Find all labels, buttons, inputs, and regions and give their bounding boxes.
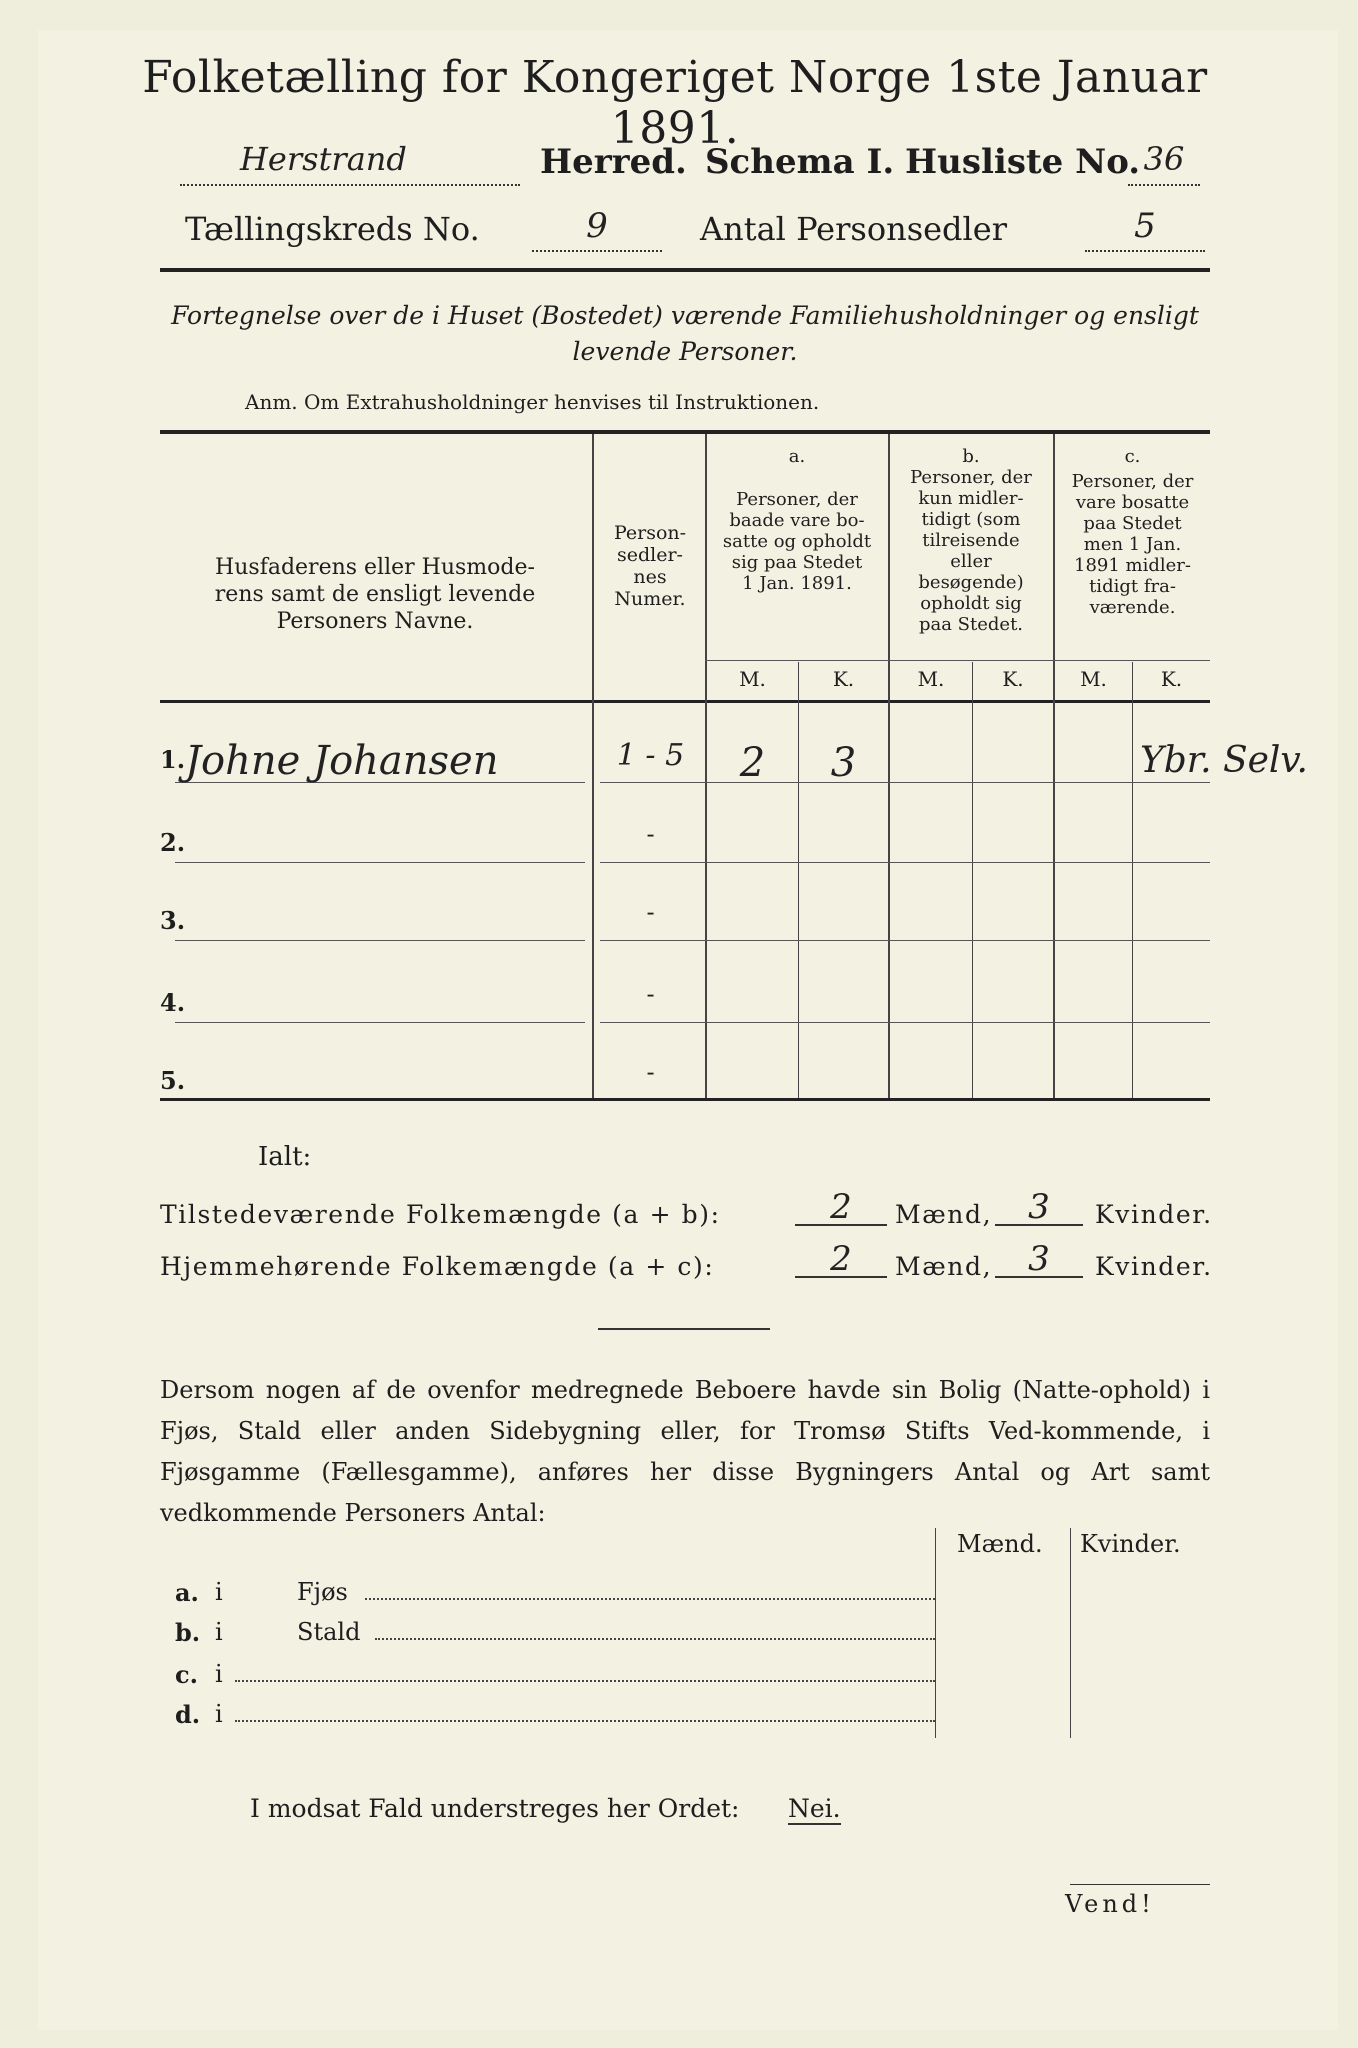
row-1-a-m: 2: [739, 740, 766, 786]
herred-value: Herstrand: [240, 140, 407, 178]
intro-heading: [160, 298, 1210, 370]
hjemme-label: Hjemmehørende Folkemængde (a + c):: [160, 1252, 715, 1281]
anm-note: Anm. Om Extrahusholdninger henvises til Instruktionen.: [245, 390, 820, 414]
hjemme-kvinder-label: Kvinder.: [1095, 1252, 1213, 1281]
row-5-numer: -: [646, 1058, 655, 1086]
hjemme-kvinder-value: 3: [995, 1242, 1083, 1278]
kreds-label: Tællingskreds No.: [185, 210, 480, 248]
row-2-numer: -: [646, 820, 655, 848]
intro-line-2: levende Personer.: [572, 337, 798, 366]
herred-label: Herred.: [540, 142, 687, 182]
head-b-k: K.: [1002, 667, 1024, 691]
col-head-c: c. Personer, der vare bosatte paa Stedet men 1 Jan. 1891 midler- tidigt fra- værende.: [1071, 446, 1194, 618]
head-b-m: M.: [917, 667, 945, 691]
row-2-number: 2.: [160, 828, 186, 857]
building-row-b: b. i Stald: [175, 1618, 935, 1647]
header-rule: [160, 268, 1210, 272]
building-row-d: d. i: [175, 1700, 935, 1729]
tilstede-maend-value: 2: [795, 1190, 887, 1226]
row-1-a-k: 3: [830, 740, 857, 786]
row-1-number: 1.: [160, 745, 186, 774]
tilstede-kvinder-value: 3: [995, 1190, 1083, 1226]
tilstede-label: Tilstedeværende Folkemængde (a + b):: [160, 1200, 721, 1229]
buildings-maend-head: Mænd.: [957, 1530, 1043, 1558]
nei-word: Nei.: [788, 1794, 841, 1823]
row-1-numer: 1 - 5: [616, 738, 685, 773]
head-a-k: K.: [832, 667, 855, 691]
section-divider: [598, 1328, 770, 1330]
head-c-k: K.: [1160, 667, 1183, 691]
vend-text: Vend!: [1065, 1890, 1155, 1918]
row-4-numer: -: [646, 980, 655, 1008]
building-row-c: c. i: [175, 1660, 935, 1689]
row-3-numer: -: [646, 898, 655, 926]
head-a-m: M.: [739, 667, 766, 691]
row-1-name: Johne Johansen: [185, 738, 499, 784]
form-title: Folketælling for Kongeriget Norge 1ste Januar 1891.: [142, 52, 1208, 154]
col-head-numer: Person- sedler- nes Numer.: [613, 522, 687, 610]
head-c-m: M.: [1080, 667, 1107, 691]
modsat-text: I modsat Fald understreges her Ordet:: [250, 1794, 740, 1823]
table-bottom-rule: [160, 1098, 1210, 1101]
tilstede-maend-label: Mænd,: [895, 1200, 993, 1229]
husliste-value: 36: [1128, 140, 1200, 186]
col-head-b: b. Personer, der kun midler- tidigt (som tilreisende eller besøgende) opholdt sig paa Stedet.: [910, 446, 1032, 635]
row-3-number: 3.: [160, 906, 186, 935]
hjemme-maend-label: Mænd,: [895, 1252, 993, 1281]
herred-field: [180, 140, 520, 186]
personsedler-label: Antal Personsedler: [700, 210, 1007, 248]
row-1-note: Ybr. Selv.: [1140, 740, 1308, 781]
intro-line-1: Fortegnelse over de i Huset (Bostedet) værende Familiehusholdninger og ensligt: [171, 301, 1199, 330]
col-head-a: a. Personer, der baade vare bo- satte og opholdt sig paa Stedet 1 Jan. 1891.: [722, 446, 872, 594]
buildings-kvinder-head: Kvinder.: [1080, 1530, 1181, 1558]
row-4-number: 4.: [160, 988, 186, 1017]
tilstede-kvinder-label: Kvinder.: [1095, 1200, 1213, 1229]
schema-label: Schema I.: [705, 142, 895, 182]
kreds-value: 9: [532, 206, 662, 252]
hjemme-maend-value: 2: [795, 1242, 887, 1278]
personsedler-value: 5: [1085, 206, 1205, 252]
ialt-label: Ialt:: [258, 1142, 312, 1172]
row-5-number: 5.: [160, 1066, 186, 1095]
building-row-a: a. i Fjøs: [175, 1578, 935, 1607]
husliste-label: Husliste No.: [905, 142, 1141, 182]
sidebygning-paragraph: Dersom nogen af de ovenfor medregnede Beboere havde sin Bolig (Natte-ophold) i Fjøs, Stald eller anden Sidebygning eller, for Tromsø Stifts Ved-kommende, i Fjøsgamme (Fællesgamme), anføres her disse Bygningers Antal og Art samt vedkommende Personers Antal:: [160, 1376, 1210, 1527]
col-head-names: Husfaderens eller Husmode- rens samt de ensligt levende Personers Navne.: [214, 555, 536, 634]
